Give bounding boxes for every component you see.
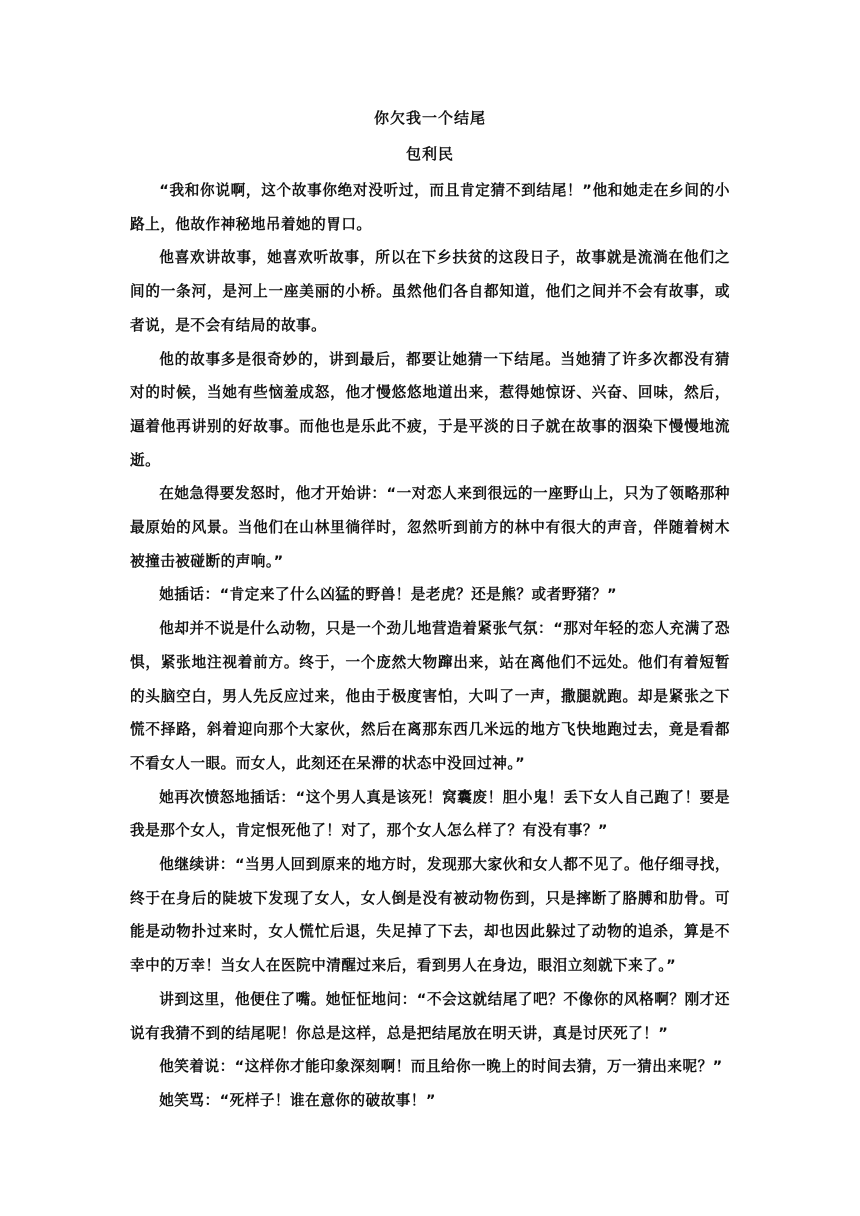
paragraph-11: 她笑骂：“死样子！谁在意你的破故事！” [159,1091,436,1109]
paragraph-7: 她再次愤怒地插话：“这个男人真是该死！窝囊废！胆小鬼！丢下女人自己跑了！要是我是那个女人，肯定恨死他了！对了，那个女人怎么样了？有没有事？” [130,788,730,840]
paragraph-2: 他喜欢讲故事，她喜欢听故事，所以在下乡扶贫的这段日子，故事就是流淌在他们之间的一条河，是河上一座美丽的小桥。虽然他们各自都知道，他们之间并不会有故事，或者说，是不会有结局的故事。 [130,249,730,334]
story-title: 你欠我一个结尾 [373,109,486,127]
story-body [130,174,730,1118]
paragraph-3: 他的故事多是很奇妙的，讲到最后，都要让她猜一下结尾。当她猜了许多次都没有猜对的时候，当她有些恼羞成怒，他才慢悠悠地道出来，惹得她惊讶、兴奋、回味，然后，逼着他再讲别的好故事。而他也是乐此不疲，于是平淡的日子就在故事的洇染下慢慢地流逝。 [130,350,730,469]
paragraph-10: 他笑着说：“这样你才能印象深刻啊！而且给你一晚上的时间去猜，万一猜出来呢？” [159,1058,723,1076]
story-author: 包利民 [405,145,454,163]
paragraph-8: 他继续讲：“当男人回到原来的地方时，发现那大家伙和女人都不见了。他仔细寻找，终于在身后的陡坡下发现了女人，女人倒是没有被动物伤到，只是摔断了胳膊和肋骨。可能是动物扑过来时，女人慌忙后退，失足掉了下去，却也因此躲过了动物的追杀，算是不幸中的万幸！当女人在医院中清醒过来后，看到男人在身边，眼泪立刻就下来了。” [130,856,730,975]
paragraph-1: “我和你说啊，这个故事你绝对没听过，而且肯定猜不到结尾！”他和她走在乡间的小路上，他故作神秘地吊着她的胃口。 [130,182,730,233]
paragraph-4: 在她急得要发怒时，他才开始讲：“一对恋人来到很远的一座野山上，只为了领略那种最原始的风景。当他们在山林里徜徉时，忽然听到前方的林中有很大的声音，伴随着树木被撞击被碰断的声响。” [130,485,730,570]
paragraph-5: 她插话：“肯定来了什么凶猛的野兽！是老虎？还是熊？或者野猪？” [159,586,618,604]
paragraph-9: 讲到这里，他便住了嘴。她怔怔地问：“不会这就结尾了吧？不像你的风格啊？刚才还说有我猜不到的结尾呢！你总是这样，总是把结尾放在明天讲，真是讨厌死了！” [130,990,730,1042]
paragraph-6: 他却并不说是什么动物，只是一个劲儿地营造着紧张气氛：“那对年轻的恋人充满了恐惧，紧张地注视着前方。终于，一个庞然大物蹿出来，站在离他们不远处。他们有着短暂的头脑空白，男人先反应过来，他由于极度害怕，大叫了一声，撒腿就跑。却是紧张之下慌不择路，斜着迎向那个大家伙，然后在离那东西几米远的地方飞快地跑过去，竟是看都不看女人一眼。而女人，此刻还在呆滞的状态中没回过神。” [130,620,730,772]
